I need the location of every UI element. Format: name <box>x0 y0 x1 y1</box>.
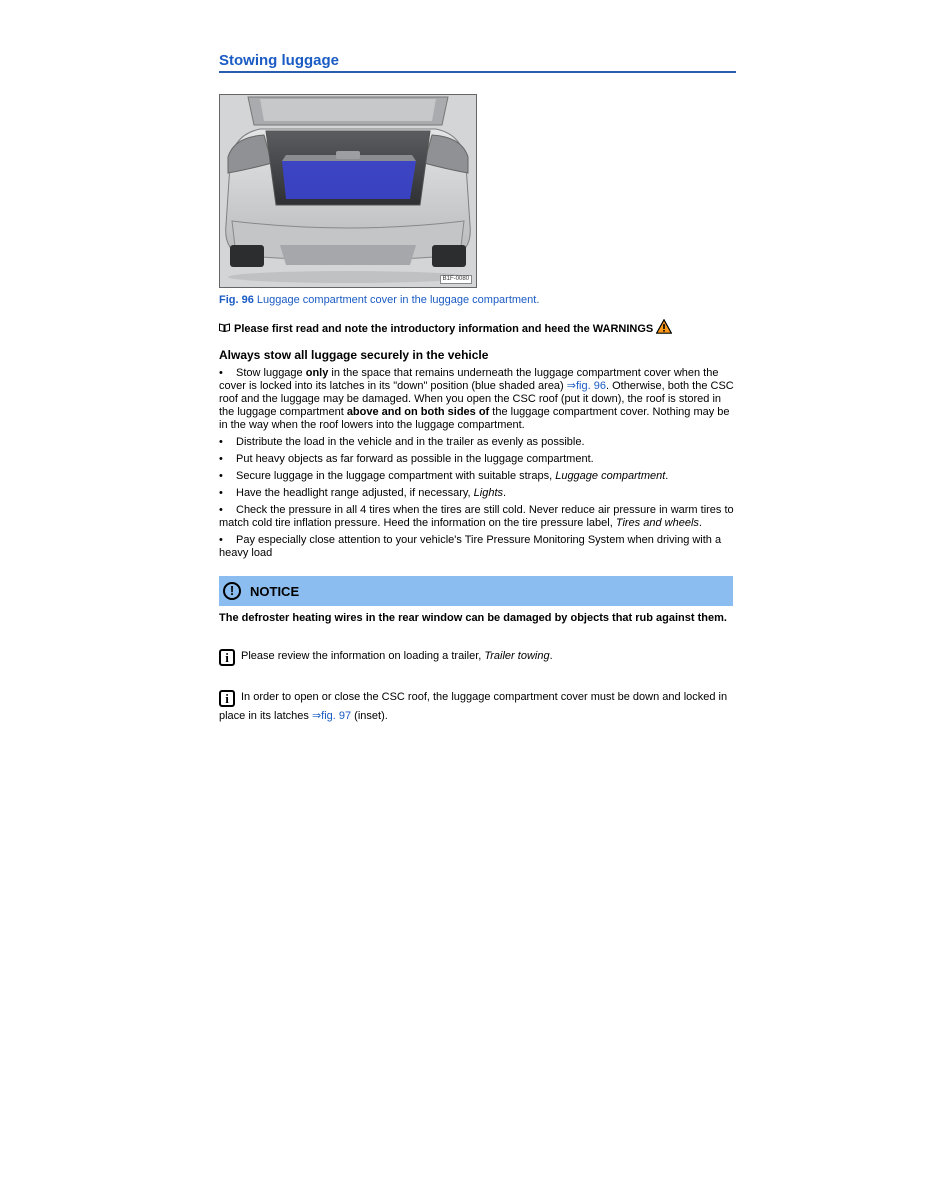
page-title: Stowing luggage <box>219 52 736 73</box>
info-icon: i <box>219 649 235 666</box>
exclamation-circle-icon: ! <box>223 582 241 600</box>
list-item: • Pay especially close attention to your vehicle's Tire Pressure Monitoring System when driving with a heavy load <box>219 534 722 559</box>
intro-note <box>219 319 736 338</box>
list-item: • Check the pressure in all 4 tires when the tires are still cold. Never reduce air pressure in warm tires to match cold tire inflation pressure. Heed the information on the tire pressure label, Tires and wheels. <box>219 504 734 529</box>
lights-ref[interactable]: Lights <box>473 487 504 499</box>
list-item: • Put heavy objects as far forward as possible in the luggage compartment. <box>219 453 594 465</box>
tires-wheels-ref[interactable]: Tires and wheels <box>615 517 699 529</box>
intro-text: Please first read and note the introductory information and heed the WARNINGS <box>234 322 654 335</box>
luggage-space-highlight <box>282 161 416 199</box>
fig-97-link[interactable]: ⇒fig. 97 <box>311 710 352 722</box>
car-rear-illustration <box>220 95 476 287</box>
book-icon <box>219 322 230 336</box>
notice-label: NOTICE <box>250 583 300 599</box>
figure-code: B1F-0080 <box>440 275 472 284</box>
figure-caption <box>219 294 736 307</box>
info-icon: i <box>219 690 235 707</box>
list-item: • Have the headlight range adjusted, if necessary, Lights. <box>219 487 507 499</box>
info-note-csc-roof: i In order to open or close the CSC roof, the luggage compartment cover must be down and locked in place in its latches ⇒fig. 97 (inset). <box>219 691 728 722</box>
list-item: • Secure luggage in the luggage compartment with suitable straps, Luggage compartment. <box>219 470 669 482</box>
section-heading: Always stow all luggage securely in the vehicle <box>219 348 489 362</box>
figure-caption-label: Fig. 96 <box>219 294 254 306</box>
list-item: • Stow luggage only in the space that remains underneath the luggage compartment cover when the cover is locked into its latches in its "down" position (blue shaded area) ⇒fig. 96. Otherwise, both the CSC roof and the luggage may be damaged. When you open the CSC roof (put it down), the roof is stored in the luggage compartment above and on both sides of the luggage compartment cover. Nothing may be in the way when the roof lowers into the luggage compartment. <box>219 367 734 431</box>
trailer-towing-ref[interactable]: Trailer towing <box>484 650 550 662</box>
fig-96-link[interactable]: ⇒fig. 96 <box>566 380 606 392</box>
notice-text: The defroster heating wires in the rear window can be damaged by objects that rub against them. <box>219 612 727 624</box>
list-item: • Distribute the load in the vehicle and in the trailer as evenly as possible. <box>219 436 585 448</box>
notice-banner <box>219 576 733 606</box>
luggage-compartment-ref[interactable]: Luggage compartment <box>555 470 666 482</box>
figure-luggage-compartment <box>219 94 477 288</box>
warning-triangle-icon <box>656 319 672 338</box>
figure-caption-text: Luggage compartment cover in the luggage compartment. <box>256 294 540 306</box>
page-content <box>219 52 736 725</box>
info-note-trailer: i Please review the information on loading a trailer, Trailer towing. <box>219 647 736 666</box>
